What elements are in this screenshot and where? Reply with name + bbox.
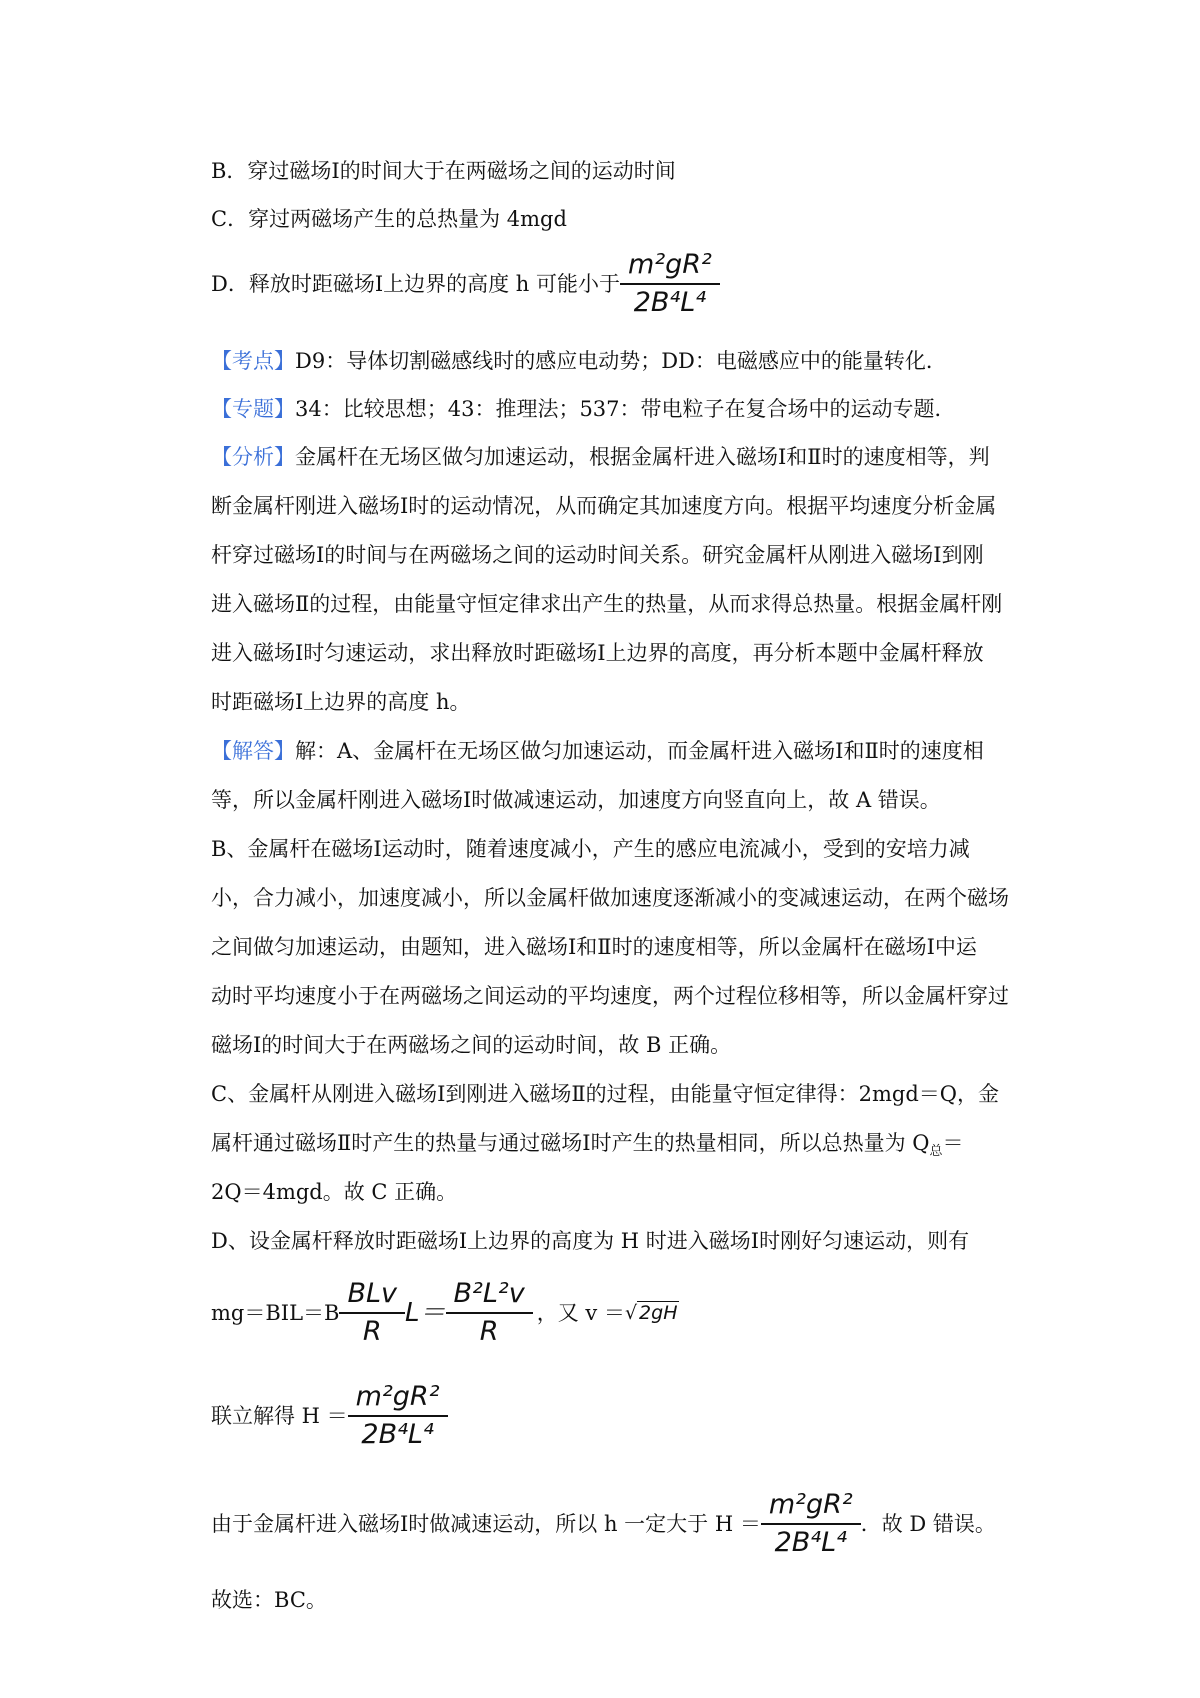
eq2-prefix: 联立解得 H ＝ (211, 1404, 348, 1428)
eq2-numerator: m²gR² (348, 1379, 448, 1417)
zhuanti-line (211, 395, 1021, 423)
fenxi-text-1: 金属杆在无场区做匀加速运动，根据金属杆进入磁场Ⅰ和Ⅱ时的速度相等，判 (295, 445, 990, 469)
option-d-fraction (620, 247, 720, 321)
fenxi-line-6: 时距磁场Ⅰ上边界的高度 h。 (211, 690, 471, 714)
kaodian-text: D9：导体切割磁感线时的感应电动势；DD：电磁感应中的能量转化． (295, 349, 947, 373)
eq1-prefix: mg＝BIL＝B (211, 1301, 340, 1325)
eq1-frac2-denominator: R (479, 1316, 499, 1347)
zhuanti-tag: 【专题】 (211, 397, 295, 421)
eq3-tail: ．故 D 错误。 (860, 1512, 996, 1536)
jieda-line-5: 之间做匀加速运动，由题知，进入磁场Ⅰ和Ⅱ时的速度相等，所以金属杆在磁场Ⅰ中运 (211, 935, 977, 959)
fenxi-line-3: 杆穿过磁场Ⅰ的时间与在两磁场之间的运动时间关系。研究金属杆从刚进入磁场Ⅰ到刚 (211, 543, 984, 567)
answer-line: 故选：BC。 (211, 1588, 327, 1612)
fenxi-line-2: 断金属杆刚进入磁场Ⅰ时的运动情况，从而确定其加速度方向。根据平均速度分析金属 (211, 494, 997, 518)
option-c: C．穿过两磁场产生的总热量为 4mgd (211, 207, 567, 231)
jieda-text-1: 解：A、金属杆在无场区做匀加速运动，而金属杆进入磁场Ⅰ和Ⅱ时的速度相 (295, 739, 984, 763)
jieda-line-7: 磁场Ⅰ的时间大于在两磁场之间的运动时间，故 B 正确。 (211, 1033, 732, 1057)
eq3-denominator: 2B⁴L⁴ (774, 1527, 847, 1558)
fenxi-line-4: 进入磁场Ⅱ的过程，由能量守恒定律求出产生的热量，从而求得总热量。根据金属杆刚 (211, 592, 1003, 616)
option-d-text: D．释放时距磁场Ⅰ上边界的高度 h 可能小于 (211, 272, 621, 296)
jieda-line-9 (211, 1129, 1021, 1166)
eq1-sqrt-radicand: 2gH (639, 1302, 678, 1324)
fraction-denominator: 2B⁴L⁴ (633, 287, 707, 318)
kaodian-line (211, 347, 1021, 375)
fenxi-tag: 【分析】 (211, 445, 295, 469)
eq3-numerator: m²gR² (761, 1487, 861, 1525)
eq1-frac1-numerator: BLv (339, 1276, 405, 1314)
jieda-line-4: 小，合力减小，加速度减小，所以金属杆做加速度逐渐减小的变减速运动，在两个磁场 (211, 886, 1009, 910)
jieda-line-3: B、金属杆在磁场Ⅰ运动时，随着速度减小，产生的感应电流减小，受到的安培力减 (211, 837, 970, 861)
eq1-fraction-2 (446, 1276, 533, 1350)
kaodian-tag: 【考点】 (211, 349, 295, 373)
eq3-prefix: 由于金属杆进入磁场Ⅰ时做减速运动，所以 h 一定大于 H ＝ (211, 1512, 761, 1536)
jieda-line-11: D、设金属杆释放时距磁场Ⅰ上边界的高度为 H 时进入磁场Ⅰ时刚好匀速运动，则有 (211, 1229, 970, 1253)
q-subscript: 总 (929, 1144, 943, 1160)
zhuanti-text: 34：比较思想；43：推理法；537：带电粒子在复合场中的运动专题． (295, 397, 956, 421)
eq1-frac2-numerator: B²L²v (446, 1276, 533, 1314)
fenxi-line-1 (211, 443, 1021, 471)
eq1-fraction-1 (339, 1276, 405, 1350)
jieda-line-6: 动时平均速度小于在两磁场之间运动的平均速度，两个过程位移相等，所以金属杆穿过 (211, 984, 1009, 1008)
jieda-line-8: C、金属杆从刚进入磁场Ⅰ到刚进入磁场Ⅱ的过程，由能量守恒定律得：2mgd＝Q，金 (211, 1082, 1000, 1106)
fenxi-line-5: 进入磁场Ⅰ时匀速运动，求出释放时距磁场Ⅰ上边界的高度，再分析本题中金属杆释放 (211, 641, 984, 665)
jieda-text-9: 属杆通过磁场Ⅱ时产生的热量与通过磁场Ⅰ时产生的热量相同，所以总热量为 Q (211, 1131, 930, 1155)
equation-3 (211, 1478, 1021, 1570)
eq3-fraction (761, 1487, 861, 1561)
jieda-line-10: 2Q＝4mgd。故 C 正确。 (211, 1180, 458, 1204)
eq1-sqrt: √ 2gH (624, 1302, 678, 1324)
jieda-tag: 【解答】 (211, 739, 295, 763)
equation-1 (211, 1268, 1021, 1358)
jieda-line-1 (211, 737, 1021, 765)
jieda-line-2: 等，所以金属杆刚进入磁场Ⅰ时做减速运动，加速度方向竖直向上，故 A 错误。 (211, 788, 941, 812)
eq1-frac1-denominator: R (362, 1316, 382, 1347)
fraction-numerator: m²gR² (620, 247, 720, 285)
equation-2 (211, 1370, 1021, 1462)
option-d (211, 244, 1021, 324)
q-equals: ＝ (942, 1131, 964, 1155)
eq1-mid: L＝ (405, 1298, 446, 1328)
eq1-tail: ，又 v ＝ (536, 1301, 625, 1325)
option-b: B．穿过磁场Ⅰ的时间大于在两磁场之间的运动时间 (211, 159, 676, 183)
eq2-denominator: 2B⁴L⁴ (361, 1419, 434, 1450)
eq2-fraction (348, 1379, 448, 1453)
